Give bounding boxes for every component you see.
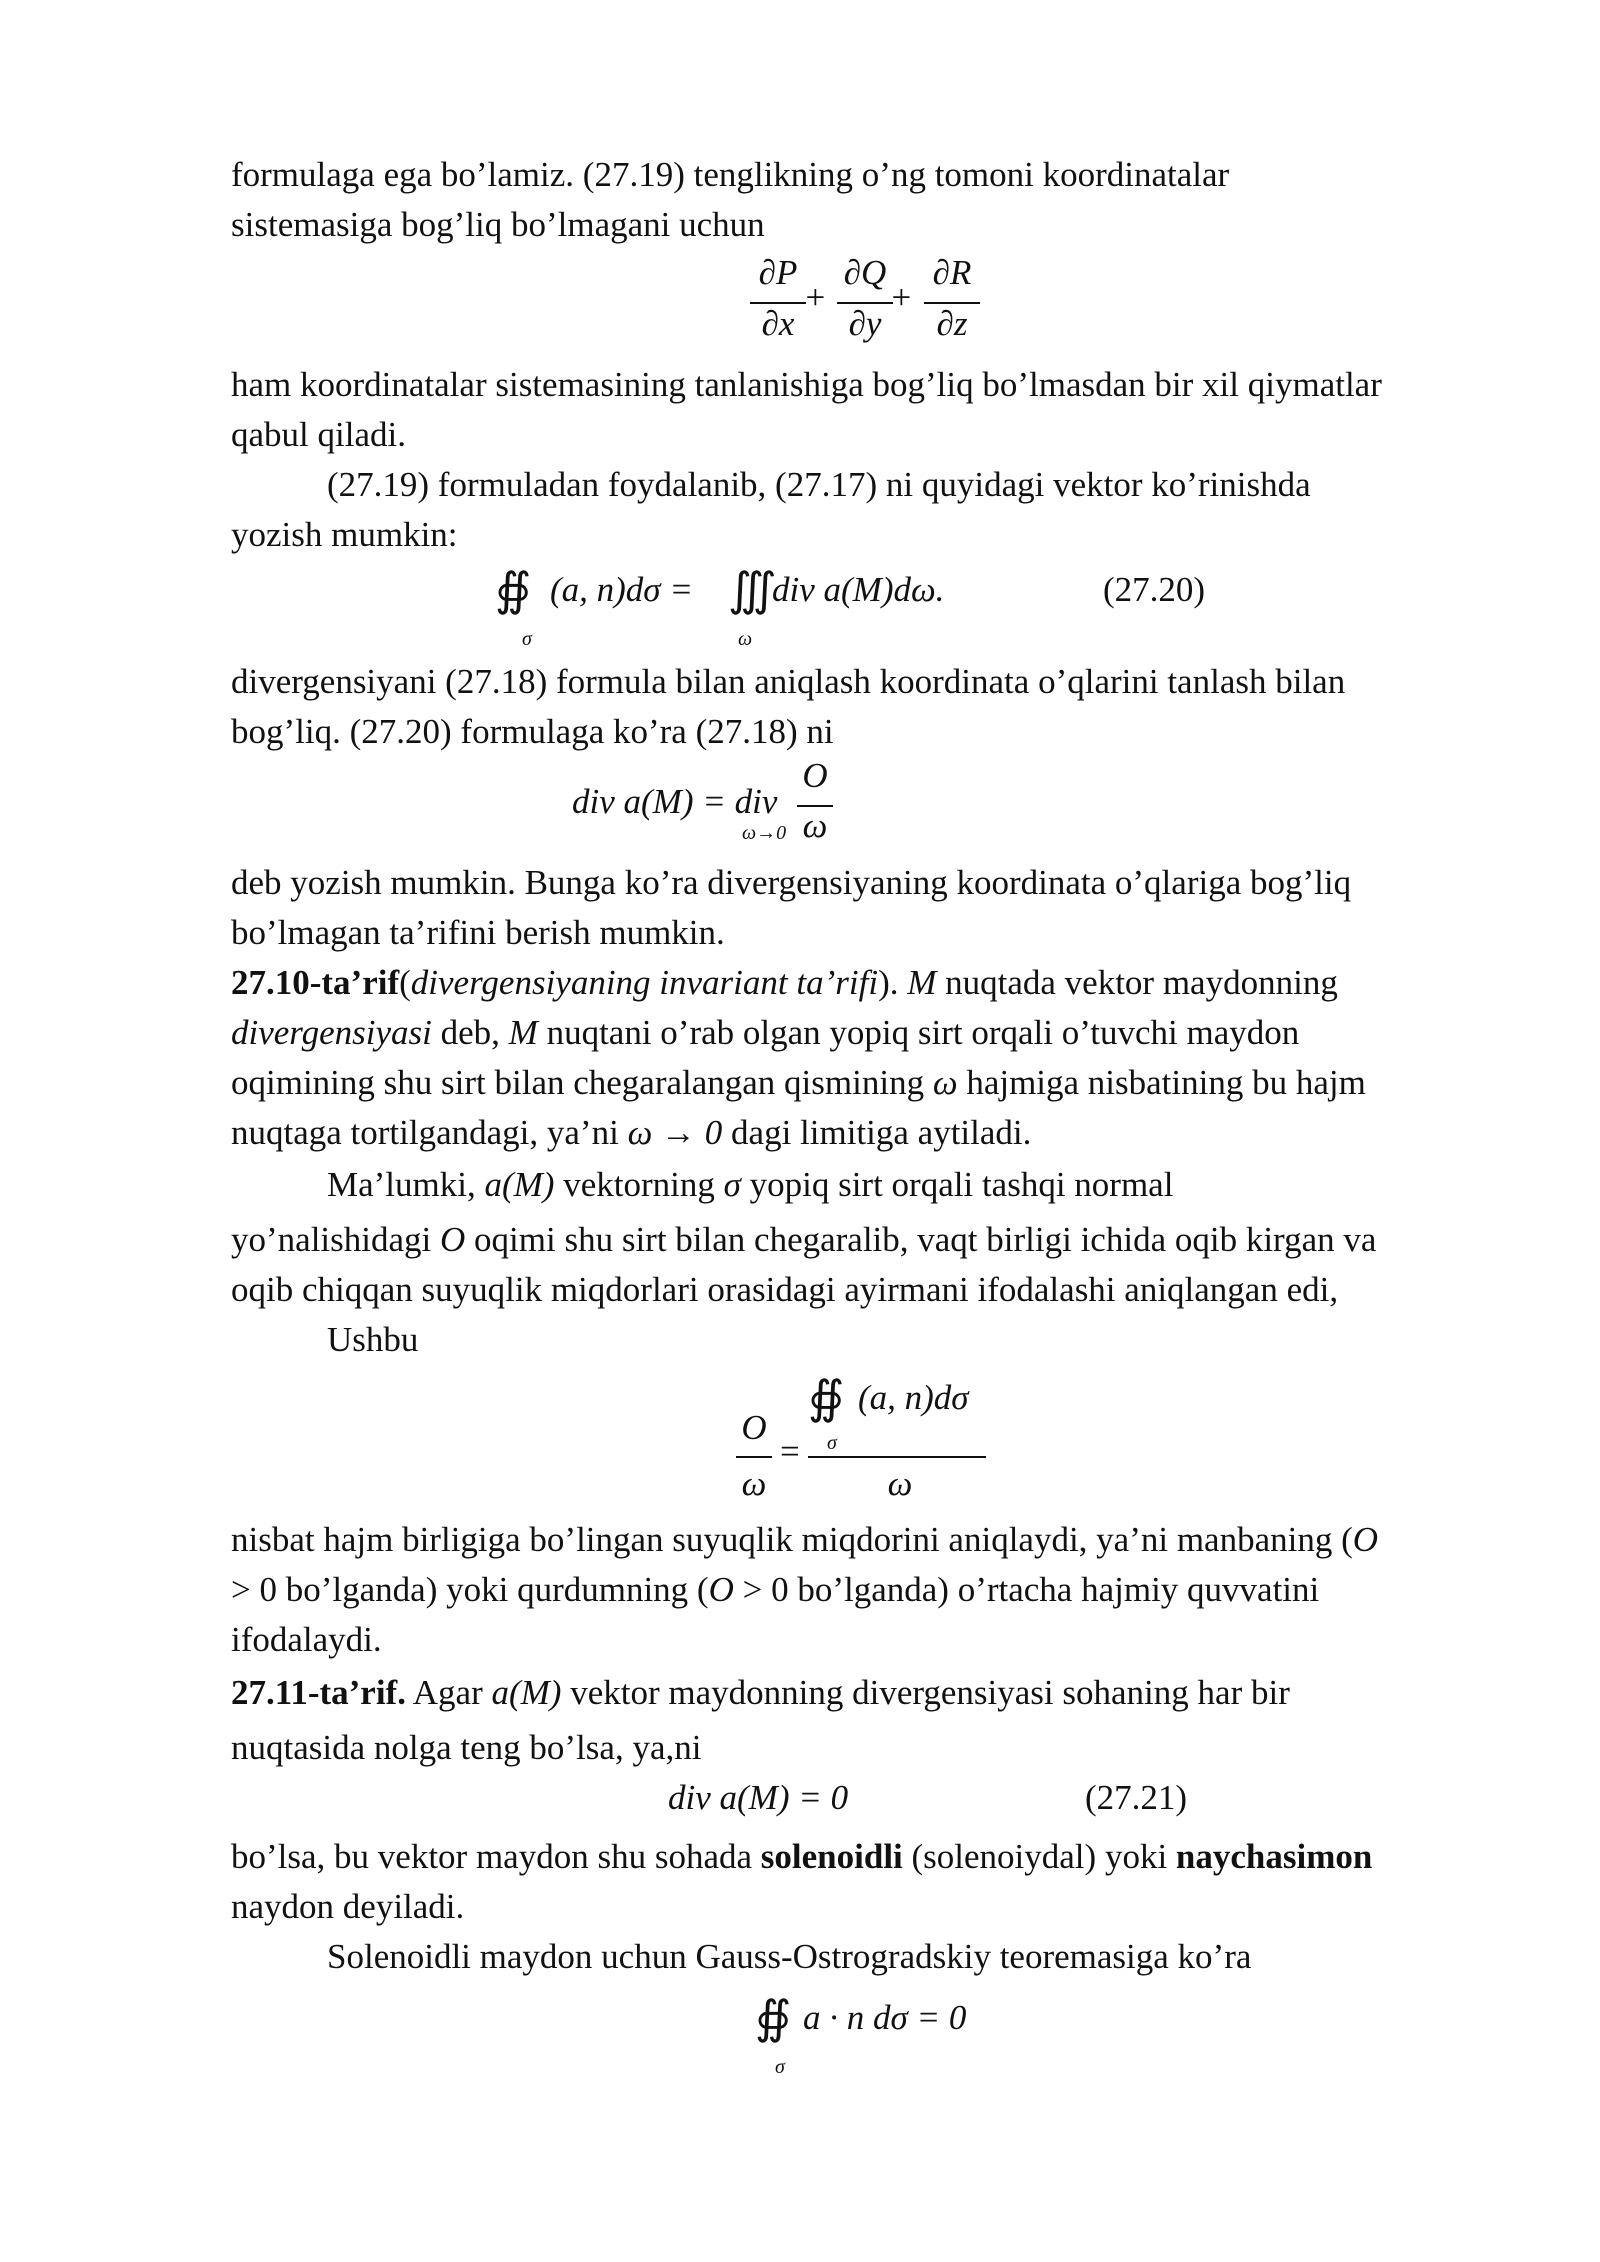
definition-heading: 27.11-ta’rif. <box>231 1673 406 1712</box>
frac-dP: ∂P <box>758 253 798 292</box>
surface-integral-symbol: ∯ <box>755 1992 792 2043</box>
definition-subtitle: divergensiyaning invariant ta’rifi <box>410 963 879 1002</box>
text-line-7: divergensiyani (27.18) formula bilan aniqlash koordinata o’qlarini tanlash bilan <box>231 662 1346 701</box>
text-line-25: naydon deyiladi. <box>231 1887 465 1926</box>
omega-limit: ω → 0 <box>627 1113 723 1152</box>
plus-sign: + <box>889 278 913 317</box>
omega-subscript: ω <box>738 628 753 650</box>
text-line-10: bo’lmagan ta’rifini berish mumkin. <box>231 913 725 952</box>
plus-sign: + <box>803 278 827 317</box>
eq-right-side: div a(M)dω. <box>772 570 945 609</box>
frac-omega: ω <box>741 1464 767 1503</box>
text-line-23: nuqtasida nolga teng bo’lsa, ya,ni <box>231 1728 702 1767</box>
frac-dx: ∂x <box>761 304 795 343</box>
frac-dy: ∂y <box>848 304 882 343</box>
vector-a-of-M: a(M) <box>491 1673 562 1712</box>
definition-heading: 27.10-ta’rif <box>231 963 400 1002</box>
text-line-12 <box>231 1008 1481 1058</box>
text-span: oqimi shu sirt bilan chegaralib, vaqt birligi ichida oqib kirgan va <box>465 1220 1377 1259</box>
volume-integral-symbol: ∭ <box>728 564 777 615</box>
text-line-4: qabul qiladi. <box>231 415 406 454</box>
sigma-subscript: σ <box>522 628 532 650</box>
text-span: Agar <box>405 1673 492 1712</box>
text-line-5: (27.19) formuladan foydalanib, (27.17) ni quyidagi vektor ko’rinishda <box>327 465 1311 504</box>
text-line-16 <box>231 1215 1481 1265</box>
text-line-13 <box>231 1058 1481 1108</box>
frac-dR: ∂R <box>932 253 972 292</box>
symbol-O: O <box>440 1220 466 1259</box>
text-line-15 <box>327 1160 1577 1210</box>
text-span: vektor maydonning divergensiyasi sohaning har bir <box>561 1673 1290 1712</box>
text-line-9: deb yozish mumkin. Bunga ko’ra divergensiyaning koordinata o’qlariga bog’liq <box>231 863 1352 902</box>
equals-sign: = <box>780 1432 800 1471</box>
frac-bar <box>736 1456 772 1458</box>
frac-O: O <box>802 756 828 795</box>
symbol-O: O <box>708 1570 734 1609</box>
definition-27-11 <box>231 1668 1481 1718</box>
text-span: yo’nalishidagi <box>231 1220 440 1259</box>
text-line-2: sistemasiga bog’liq bo’lmagani uchun <box>231 205 765 244</box>
term-divergensiyasi: divergensiyasi <box>231 1013 432 1052</box>
term-naychasimon: naychasimon <box>1175 1837 1373 1876</box>
vector-a-of-M: a(M) <box>484 1165 555 1204</box>
eq-left-side: (a, n)dσ = <box>550 570 693 609</box>
frac-omega: ω <box>887 1464 913 1503</box>
definition-paren: ( <box>399 963 411 1002</box>
text-span: > 0 bo’lganda) yoki qurdumning ( <box>231 1570 709 1609</box>
symbol-O: O <box>1352 1520 1379 1559</box>
text-span: hajmiga nisbatining bu hajm <box>957 1063 1366 1102</box>
text-line-6: yozish mumkin: <box>231 515 458 554</box>
sigma-subscript: σ <box>827 1432 837 1454</box>
text-line-1: formulaga ega bo’lamiz. (27.19) tenglikning o’ng tomoni koordinatalar <box>231 155 1230 194</box>
text-line-21: ifodalaydi. <box>231 1620 382 1659</box>
frac-O: O <box>741 1408 767 1447</box>
frac-dz: ∂z <box>936 304 968 343</box>
frac-dQ: ∂Q <box>843 253 887 292</box>
text-span: nuqtaga tortilgandagi, ya’ni <box>231 1113 628 1152</box>
text-line-18: Ushbu <box>327 1320 419 1359</box>
limit-subscript: ω→0 <box>742 822 787 844</box>
text-span: oqimining shu sirt bilan chegaralangan qismining <box>231 1063 933 1102</box>
flux-zero-equation: a · n dσ = 0 <box>803 1998 967 2037</box>
symbol-omega: ω <box>932 1063 958 1102</box>
text-line-8: bog’liq. (27.20) formulaga ko’ra (27.18) ni <box>231 712 834 751</box>
text-span: nuqtani o’rab olgan yopiq sirt orqali o’tuvchi maydon <box>537 1013 1300 1052</box>
text-span: dagi limitiga aytiladi. <box>722 1113 1032 1152</box>
surface-integral-symbol: ∯ <box>808 1372 845 1423</box>
text-span: Ma’lumki, <box>327 1165 485 1204</box>
text-span: (solenoiydal) yoki <box>902 1837 1176 1876</box>
sigma-subscript: σ <box>775 2056 785 2078</box>
symbol-M: M <box>508 1013 538 1052</box>
text-line-20 <box>231 1565 1481 1615</box>
text-line-26: Solenoidli maydon uchun Gauss-Ostrogradskiy teoremasiga ko’ra <box>327 1937 1252 1976</box>
text-span: bo’lsa, bu vektor maydon shu sohada <box>231 1837 761 1876</box>
text-span: > 0 bo’lganda) o’rtacha hajmiy quvvatini <box>733 1570 1320 1609</box>
symbol-M: M <box>907 963 937 1002</box>
ratio-numerator: (a, n)dσ <box>858 1378 969 1417</box>
equation-number: (27.21) <box>1085 1778 1188 1817</box>
text-line-14 <box>231 1108 1481 1158</box>
text-span: vektorning <box>554 1165 724 1204</box>
text-line-17: oqib chiqqan suyuqlik miqdorlari orasidagi ayirmani ifodalashi aniqlangan edi, <box>231 1270 1339 1309</box>
term-solenoidli: solenoidli <box>760 1837 903 1876</box>
text-span: nisbat hajm birligiga bo’lingan suyuqlik miqdorini aniqlaydi, ya’ni manbaning ( <box>231 1520 1353 1559</box>
text-span: nuqtada vektor maydonning <box>936 963 1338 1002</box>
div-left-side: div a(M) = div <box>572 782 778 821</box>
text-span: yopiq sirt orqali tashqi normal <box>740 1165 1174 1204</box>
surface-integral-symbol: ∯ <box>495 564 532 615</box>
text-line-19 <box>231 1515 1481 1565</box>
frac-bar <box>808 1456 986 1458</box>
equation-number: (27.20) <box>1103 570 1206 609</box>
text-line-3: ham koordinatalar sistemasining tanlanishiga bog’liq bo’lmasdan bir xil qiymatlar <box>231 365 1382 404</box>
text-span: deb, <box>431 1013 509 1052</box>
solenoidal-condition: div a(M) = 0 <box>668 1778 849 1817</box>
text-line-24 <box>231 1832 1481 1882</box>
frac-omega: ω <box>802 806 828 845</box>
text-span: ). <box>878 963 908 1002</box>
symbol-sigma: σ <box>723 1165 741 1204</box>
definition-27-10 <box>231 958 1481 1008</box>
